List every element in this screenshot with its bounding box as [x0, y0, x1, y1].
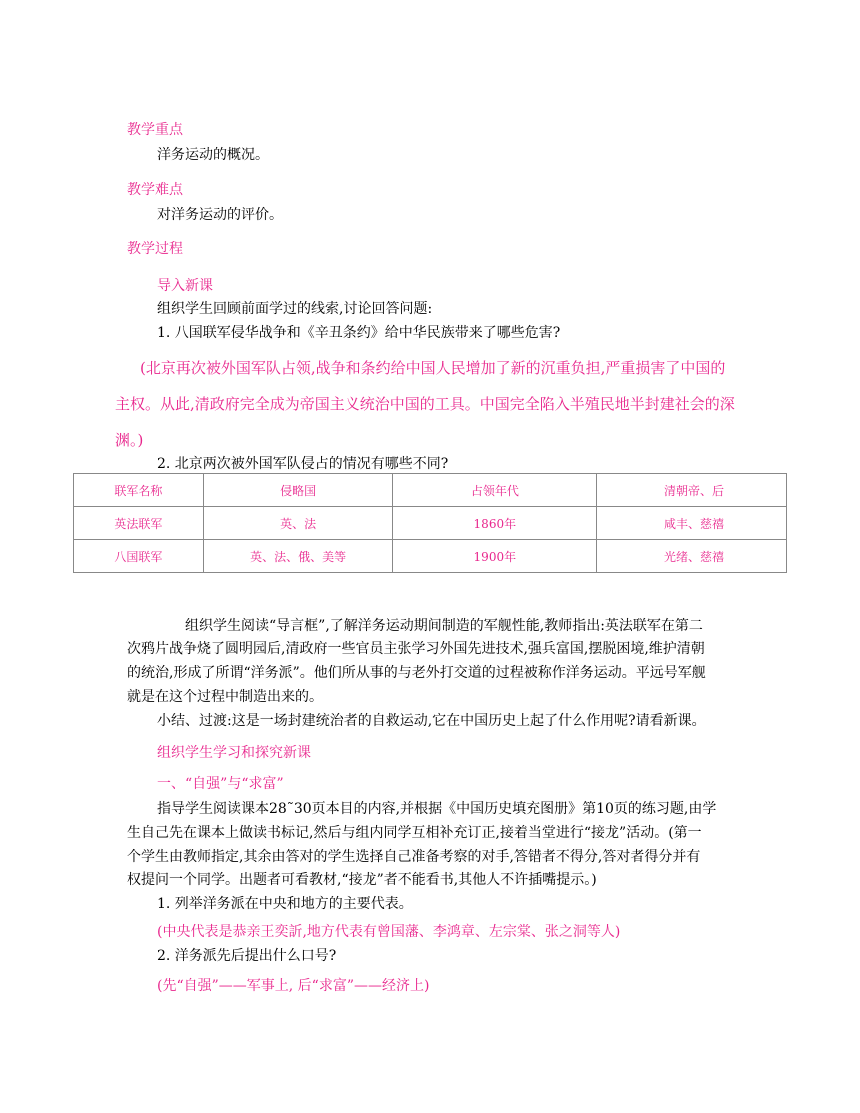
intro-answer-1-line-1: (北京再次被外国军队占领,战争和条约给中国人民增加了新的沉重负担,严重损害了中国的	[140, 359, 726, 377]
sub-heading-self-strengthening: 一、“自强”与“求富”	[157, 776, 284, 792]
table-header-cell: 侵略国	[203, 474, 393, 507]
table-cell: 咸丰、慈禧	[597, 507, 787, 540]
transition-summary: 小结、过渡:这是一场封建统治者的自救运动,它在中国历史上起了什么作用呢?请看新课。	[157, 713, 706, 729]
reading-line-3: 的统治,形成了所谓“洋务派”。他们所从事的与老外打交道的过程被称作洋务运动。平远号军舰	[127, 665, 706, 681]
teaching-difficulty-heading: 教学难点	[127, 182, 183, 198]
teaching-difficulty-text: 对洋务运动的评价。	[157, 207, 283, 223]
lesson-question-2: 2. 洋务派先后提出什么口号?	[157, 948, 337, 964]
table-cell: 英、法、俄、美等	[203, 540, 393, 573]
table-cell: 1900年	[393, 540, 597, 573]
table-cell: 光绪、慈禧	[597, 540, 787, 573]
intro-answer-1-line-3: 渊。)	[115, 431, 144, 449]
table-header-cell: 占领年代	[393, 474, 597, 507]
table-cell: 八国联军	[74, 540, 204, 573]
intro-prompt: 组织学生回顾前面学过的线索,讨论回答问题:	[157, 301, 433, 317]
table-cell: 英、法	[203, 507, 393, 540]
table-header-row	[74, 474, 787, 507]
guide-line-4: 权提问一个同学。出题者可看教材,“接龙”者不能看书,其他人不许插嘴提示。)	[127, 872, 597, 888]
comparison-table	[73, 473, 787, 573]
table-cell: 1860年	[393, 507, 597, 540]
guide-line-1: 指导学生阅读课本28˜30页本目的内容,并根据《中国历史填充图册》第10页的练习题,由学	[157, 801, 717, 817]
teaching-process-heading: 教学过程	[127, 241, 183, 257]
table-cell: 英法联军	[74, 507, 204, 540]
reading-line-4: 就是在这个过程中制造出来的。	[127, 689, 323, 705]
table-header-cell: 清朝帝、后	[597, 474, 787, 507]
intro-question-1: 1. 八国联军侵华战争和《辛丑条约》给中华民族带来了哪些危害?	[157, 325, 561, 341]
teaching-focus-heading: 教学重点	[127, 122, 183, 138]
lesson-question-1: 1. 列举洋务派在中央和地方的主要代表。	[157, 896, 413, 912]
guide-line-2: 生自己先在课本上做读书标记,然后与组内同学互相补充订正,接着当堂进行“接龙”活动。(第一	[127, 825, 702, 841]
teaching-focus-text: 洋务运动的概况。	[157, 147, 269, 163]
guide-line-3: 个学生由教师指定,其余由答对的学生选择自己准备考察的对手,答错者不得分,答对者得分并有	[127, 849, 701, 865]
table-row	[74, 507, 787, 540]
lesson-answer-2: (先“自强”——军事上, 后“求富”——经济上)	[157, 978, 430, 994]
new-lesson-heading: 组织学生学习和探究新课	[157, 745, 311, 761]
intro-question-2: 2. 北京两次被外国军队侵占的情况有哪些不同?	[157, 456, 449, 472]
intro-answer-1-line-2: 主权。从此,清政府完全成为帝国主义统治中国的工具。中国完全陷入半殖民地半封建社会的深	[115, 395, 735, 413]
reading-line-2: 次鸦片战争烧了圆明园后,清政府一些官员主张学习外国先进技术,强兵富国,摆脱困境,维护清朝	[127, 641, 705, 657]
reading-line-1: 组织学生阅读“导言框”,了解洋务运动期间制造的军舰性能,教师指出:英法联军在第二	[185, 618, 703, 634]
lesson-answer-1: (中央代表是恭亲王奕訢,地方代表有曾国藩、李鸿章、左宗棠、张之洞等人)	[157, 924, 621, 940]
table-row	[74, 540, 787, 573]
table-header-cell: 联军名称	[74, 474, 204, 507]
intro-heading: 导入新课	[157, 278, 213, 294]
